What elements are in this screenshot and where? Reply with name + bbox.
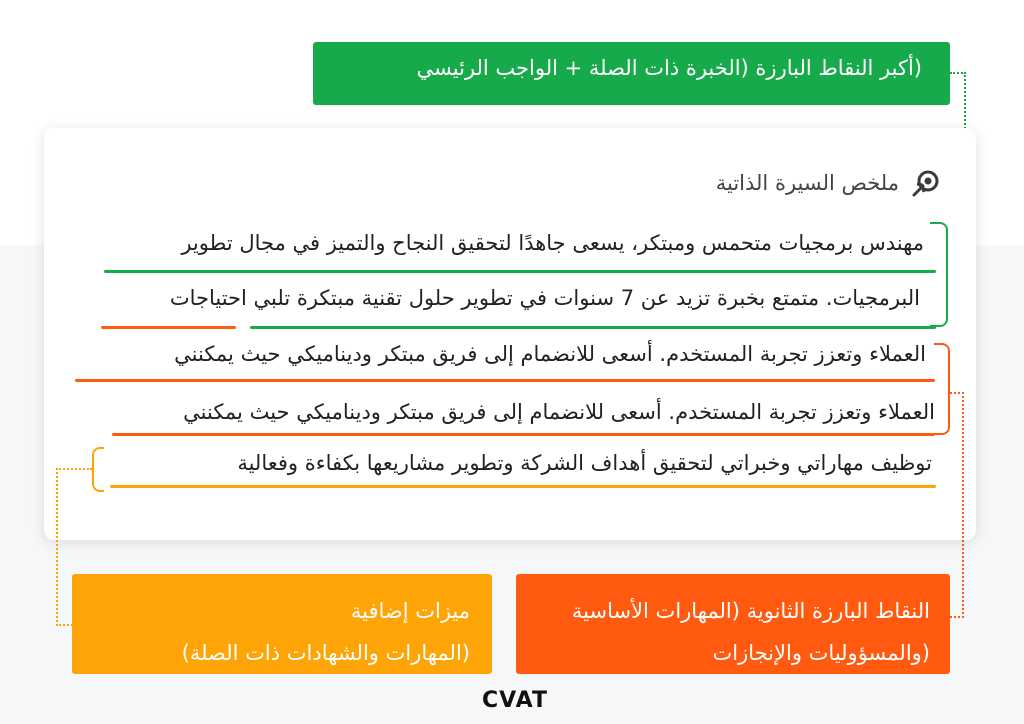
brand-logo: CVAT: [481, 688, 548, 713]
green-underline-1: [104, 270, 936, 273]
orange-underline-4: [112, 433, 935, 436]
summary-line-2: البرمجيات. متمتع بخبرة تزيد عن 7 سنوات في تطوير حلول تقنية مبتكرة تلبي احتياجات: [169, 286, 920, 310]
orange-connector: [950, 392, 964, 618]
green-bracket: [930, 222, 948, 327]
summary-line-1: مهندس برمجيات متحمس ومبتكر، يسعى جاهدًا لتحقيق النجاح والتميز في مجال تطوير: [181, 231, 924, 255]
card-header: [716, 168, 941, 198]
summary-line-4: العملاء وتعزز تجربة المستخدم. أسعى للانضمام إلى فريق مبتكر وديناميكي حيث يمكنني: [183, 400, 935, 424]
green-underline-2: [250, 326, 936, 329]
extra-features-line-1: ميزات إضافية: [350, 599, 470, 623]
rocket-icon: [911, 168, 941, 198]
yellow-underline-5: [110, 485, 936, 488]
secondary-highlights-line-2: (والمسؤوليات والإنجازات: [712, 641, 930, 665]
extra-features-line-2: (المهارات والشهادات ذات الصلة): [181, 641, 470, 665]
secondary-highlights-banner: [516, 574, 950, 674]
resume-summary-card: [44, 128, 976, 540]
summary-line-5: توظيف مهاراتي وخبراتي لتحقيق أهداف الشركة وتطوير مشاريعها بكفاءة وفعالية: [237, 451, 932, 475]
primary-highlights-banner: [313, 42, 950, 105]
orange-underline-2: [101, 326, 236, 329]
summary-line-3: العملاء وتعزز تجربة المستخدم. أسعى للانضمام إلى فريق مبتكر وديناميكي حيث يمكنني: [174, 342, 926, 366]
secondary-highlights-line-1: النقاط البارزة الثانوية (المهارات الأساسية: [571, 599, 930, 623]
orange-bracket: [934, 343, 950, 435]
extra-features-banner: [72, 574, 492, 674]
card-title: ملخص السيرة الذاتية: [715, 171, 899, 195]
primary-highlights-label: (أكبر النقاط البارزة (الخبرة ذات الصلة + الواجب الرئيسي: [416, 56, 922, 80]
orange-underline-3: [75, 379, 935, 382]
yellow-bracket: [92, 447, 104, 492]
